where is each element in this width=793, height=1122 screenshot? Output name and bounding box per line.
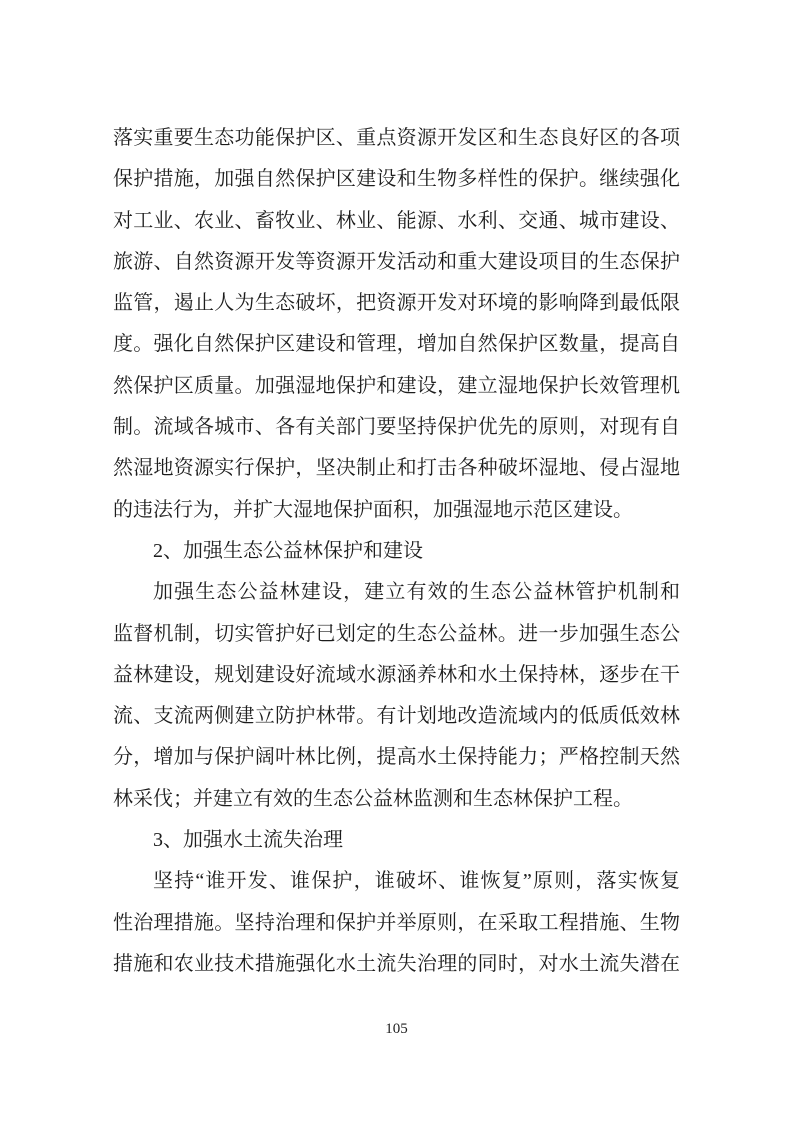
text-line: 度。强化自然保护区建设和管理，增加自然保护区数量，提高自	[113, 333, 680, 356]
text-line: 然湿地资源实行保护，坚决制止和打击各种破坏湿地、侵占湿地	[113, 457, 680, 480]
text-line: 落实重要生态功能保护区、重点资源开发区和生态良好区的各项	[113, 127, 680, 149]
text-line: 然保护区质量。加强湿地保护和建设，建立湿地保护长效管理机	[113, 374, 680, 397]
text-line: 性治理措施。坚持治理和保护并举原则，在采取工程措施、生物	[113, 911, 680, 934]
document-body	[113, 118, 680, 985]
text-line: 3、加强水土流失治理	[153, 829, 343, 852]
paragraph-ecological-public-forest	[113, 572, 680, 820]
heading-3-soil-erosion-control	[113, 820, 680, 861]
page-footer	[0, 1019, 793, 1039]
text-line: 监管，遏止人为生态破坏，把资源开发对环境的影响降到最低限	[113, 292, 680, 315]
heading-2-ecological-public-forest	[113, 531, 680, 572]
text-line: 的违法行为，并扩大湿地保护面积，加强湿地示范区建设。	[113, 498, 633, 521]
text-line: 监督机制，切实管护好已划定的生态公益林。进一步加强生态公	[113, 622, 680, 645]
text-line: 旅游、自然资源开发等资源开发活动和重大建设项目的生态保护	[113, 250, 680, 273]
paragraph-ecological-protection	[113, 118, 680, 531]
text-line: 措施和农业技术措施强化水土流失治理的同时，对水土流失潜在	[113, 952, 680, 975]
text-line: 坚持“谁开发、谁保护，谁破坏、谁恢复”原则，落实恢复	[153, 870, 680, 893]
text-line: 2、加强生态公益林保护和建设	[153, 539, 423, 562]
text-line: 益林建设，规划建设好流域水源涵养林和水土保持林，逐步在干	[113, 663, 680, 686]
paragraph-soil-erosion-control	[113, 861, 680, 985]
text-line: 流、支流两侧建立防护林带。有计划地改造流域内的低质低效林	[113, 705, 680, 728]
text-line: 加强生态公益林建设，建立有效的生态公益林管护机制和	[153, 581, 680, 604]
text-line: 对工业、农业、畜牧业、林业、能源、水利、交通、城市建设、	[113, 209, 680, 232]
text-line: 林采伐；并建立有效的生态公益林监测和生态林保护工程。	[113, 787, 633, 810]
text-line: 制。流域各城市、各有关部门要坚持保护优先的原则，对现有自	[113, 416, 680, 439]
page-number: 105	[385, 1021, 408, 1037]
text-line: 保护措施，加强自然保护区建设和生物多样性的保护。继续强化	[113, 168, 680, 191]
text-line: 分，增加与保护阔叶林比例，提高水土保持能力；严格控制天然	[113, 746, 680, 769]
